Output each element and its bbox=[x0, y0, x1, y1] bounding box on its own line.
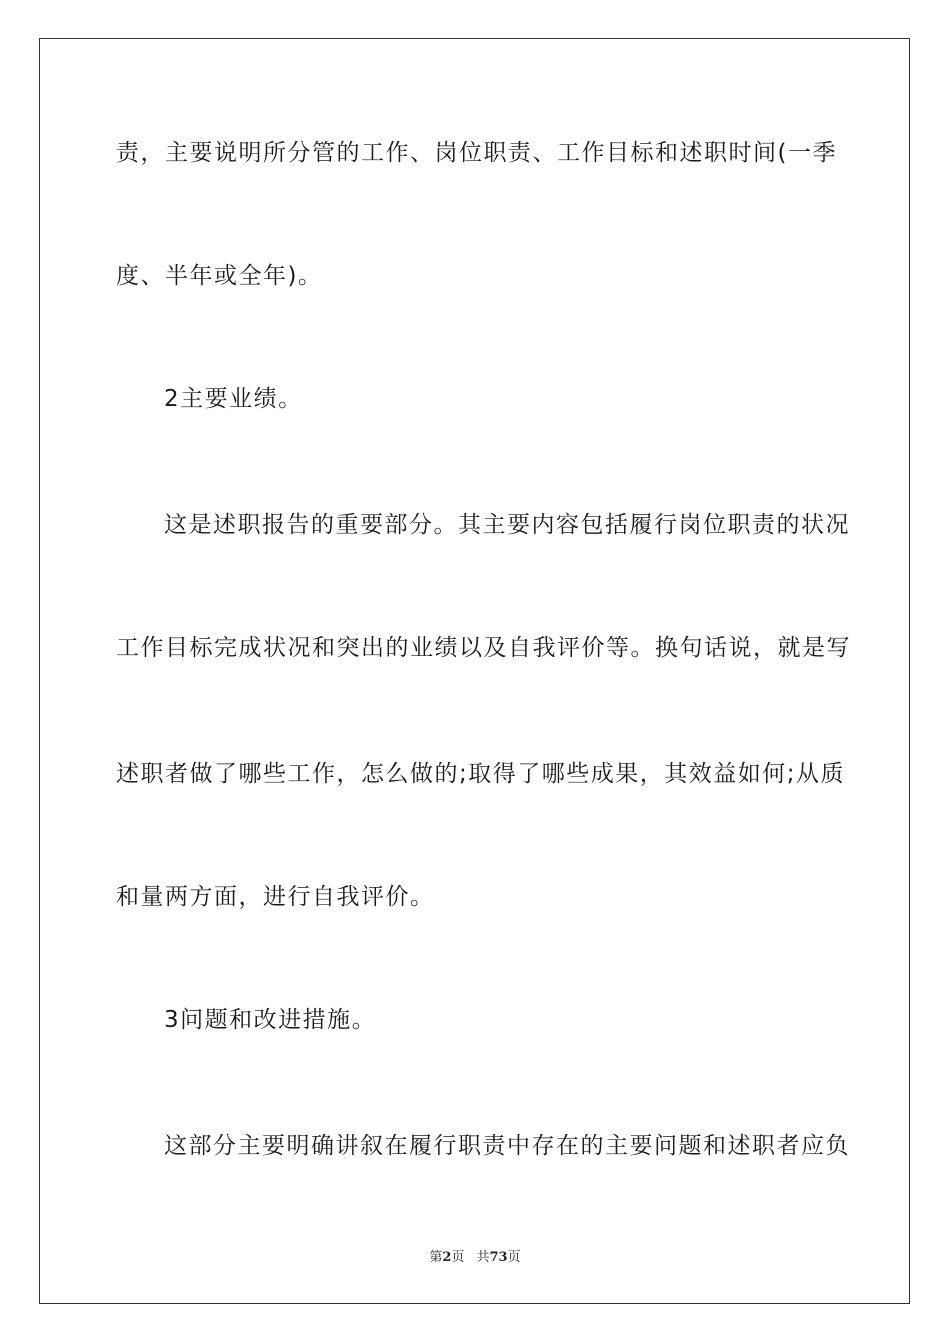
body-text-line-5: 述职者做了哪些工作，怎么做的;取得了哪些成果，其效益如何;从质 bbox=[116, 761, 845, 787]
footer-total-pages: 73 bbox=[489, 1250, 508, 1265]
footer-page-number: 2 bbox=[442, 1250, 452, 1265]
body-text-line-6: 和量两方面，进行自我评价。 bbox=[116, 884, 435, 910]
body-text-line-4: 工作目标完成状况和突出的业绩以及自我评价等。换句话说，就是写 bbox=[116, 635, 851, 661]
body-text-line-3: 这是述职报告的重要部分。其主要内容包括履行岗位职责的状况 bbox=[164, 512, 850, 538]
body-text-line-7: 这部分主要明确讲叙在履行职责中存在的主要问题和述职者应负 bbox=[164, 1133, 850, 1159]
body-text-line-2: 度、半年或全年)。 bbox=[116, 263, 323, 289]
section-heading-main-achievements: 2主要业绩。 bbox=[164, 386, 303, 412]
footer-page-suffix: 页 bbox=[451, 1250, 465, 1265]
section-heading-problems: 3问题和改进措施。 bbox=[164, 1007, 377, 1033]
page-footer bbox=[0, 1246, 950, 1265]
body-text-line-1: 责，主要说明所分管的工作、岗位职责、工作目标和述职时间(一季 bbox=[116, 140, 837, 166]
footer-total-prefix: 共 bbox=[476, 1250, 490, 1265]
footer-total-suffix: 页 bbox=[507, 1250, 521, 1265]
page-border bbox=[39, 38, 910, 1304]
footer-page-prefix: 第 bbox=[429, 1250, 443, 1265]
